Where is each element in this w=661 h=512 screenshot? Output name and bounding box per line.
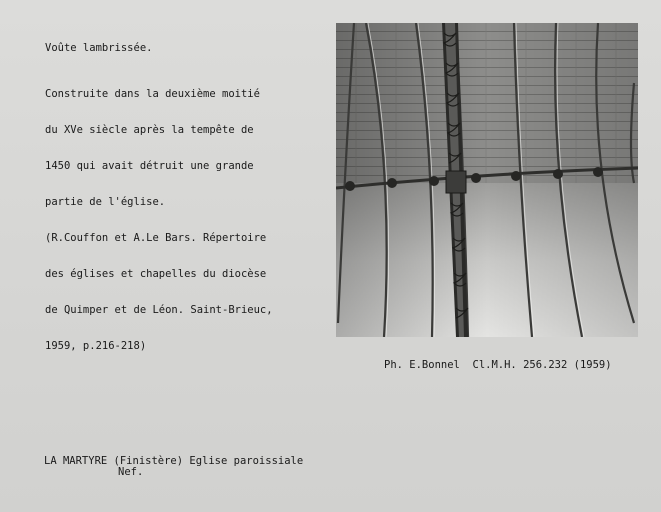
description-line: Construite dans la deuxième moitié (45, 88, 260, 100)
description-line: partie de l'église. (45, 196, 166, 208)
vault-photograph-drawing (336, 23, 638, 337)
card-description (45, 64, 273, 376)
vault-photograph (336, 23, 638, 337)
description-line: de Quimper et de Léon. Saint-Brieuc, (45, 304, 273, 316)
description-line: du XVe siècle après la tempête de (45, 124, 254, 136)
description-line: des églises et chapelles du diocèse (45, 268, 267, 280)
description-line: 1959, p.216-218) (45, 340, 147, 352)
card-heading: Voûte lambrissée. (45, 42, 153, 54)
location-label: LA MARTYRE (Finistère) Eglise paroissiale (44, 455, 304, 467)
sub-location-label: Nef. (118, 466, 144, 478)
description-line: 1450 qui avait détruit une grande (45, 160, 254, 172)
photo-credit: Ph. E.Bonnel Cl.M.H. 256.232 (1959) (384, 359, 612, 371)
description-line: (R.Couffon et A.Le Bars. Répertoire (45, 232, 267, 244)
vault-shading (336, 23, 638, 337)
